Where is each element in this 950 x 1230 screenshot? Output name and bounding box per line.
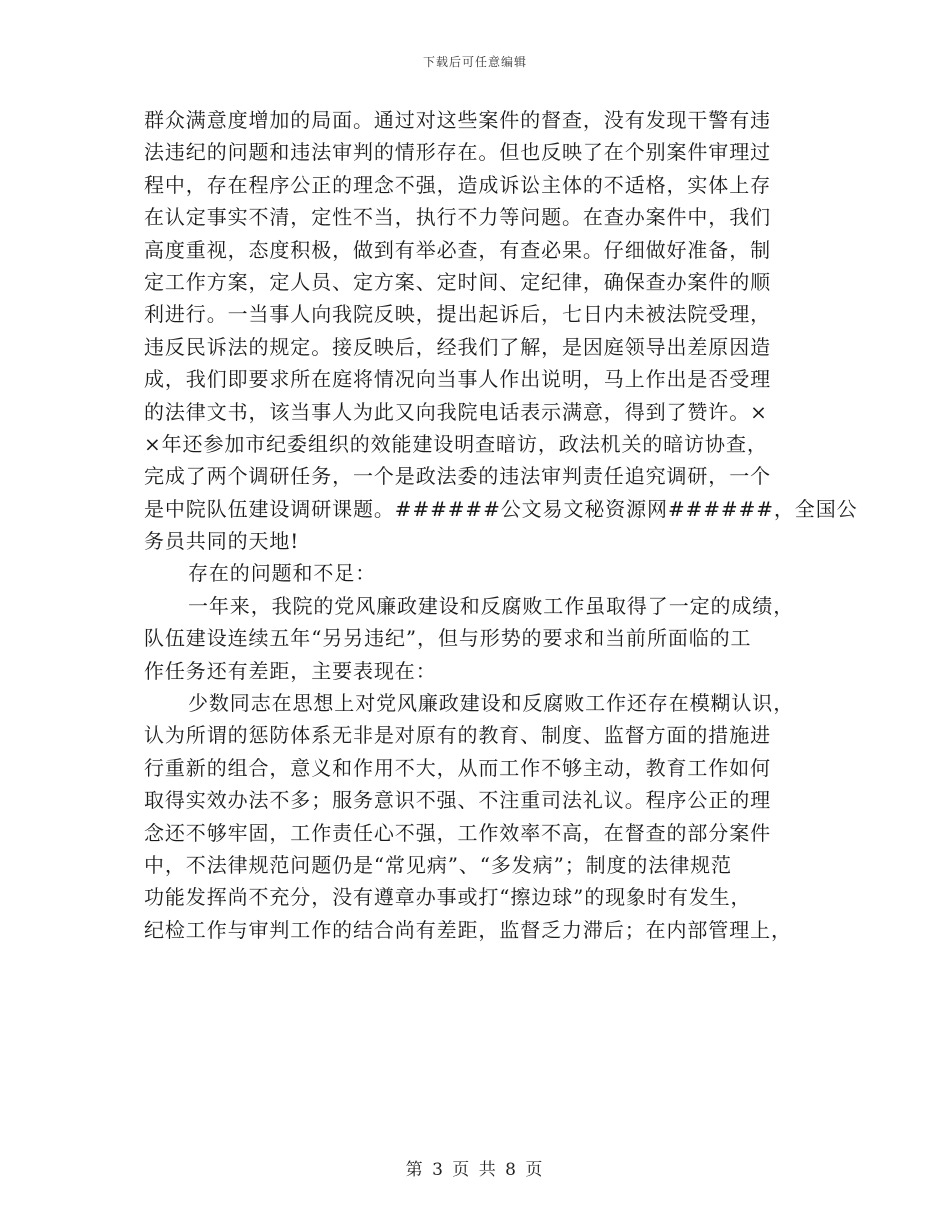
body-text <box>144 104 858 946</box>
text-line: 功能发挥尚不充分，没有遵章办事或打“擦边球”的现象时有发生， <box>144 885 752 910</box>
text-line: 违反民诉法的规定。接反映后，经我们了解，是因庭领导出差原因造 <box>144 334 771 359</box>
text-line: 在认定事实不清，定性不当，执行不力等问题。在查办案件中，我们 <box>144 205 771 230</box>
text-line: 少数同志在思想上对党风廉政建设和反腐败工作还存在模糊认识， <box>188 691 795 716</box>
section-heading: 存在的问题和不足： <box>188 561 377 586</box>
text-line: 的法律文书，该当事人为此又向我院电话表示满意，得到了赞许。× <box>144 399 768 424</box>
header-note: 下载后可任意编辑 <box>422 55 527 69</box>
text-line: 高度重视，态度积极，做到有举必查，有查必果。仔细做好准备，制 <box>144 237 771 262</box>
page-number: 第 3 页 共 8 页 <box>405 1160 545 1180</box>
text-line: 念还不够牢固，工作责任心不强，工作效率不高，在督查的部分案件 <box>144 820 771 845</box>
text-line: 群众满意度增加的局面。通过对这些案件的督查，没有发现干警有违 <box>144 108 771 132</box>
text-line: 完成了两个调研任务，一个是政法委的违法审判责任追究调研，一个 <box>144 464 771 489</box>
text-line: 一年来，我院的党风廉政建设和反腐败工作虽取得了一定的成绩， <box>188 593 795 618</box>
text-line: 定工作方案，定人员、定方案、定时间、定纪律，确保查办案件的顺 <box>144 269 771 294</box>
text-line: 务员共同的天地! <box>144 529 300 554</box>
text-line: 作任务还有差距，主要表现在： <box>144 658 437 683</box>
text-line: 法违纪的问题和违法审判的情形存在。但也反映了在个别案件审理过 <box>144 140 771 165</box>
text-line: 中，不法律规范问题仍是“常见病”、“多发病”；制度的法律规范 <box>144 852 732 877</box>
text-line: 纪检工作与审判工作的结合尚有差距，监督乏力滞后；在内部管理上， <box>144 917 792 942</box>
text-line: 成，我们即要求所在庭将情况向当事人作出说明，马上作出是否受理 <box>144 367 771 392</box>
text-line: 队伍建设连续五年“另另违纪”，但与形势的要求和当前所面临的工 <box>144 626 752 651</box>
text-line: 取得实效办法不多；服务意识不强、不注重司法礼议。程序公正的理 <box>144 788 771 813</box>
text-line: 行重新的组合，意义和作用不大，从而工作不够主动，教育工作如何 <box>144 755 771 780</box>
text-line: ×年还参加市纪委组织的效能建设明查暗访，政法机关的暗访协查， <box>144 431 768 456</box>
text-line: 认为所谓的惩防体系无非是对原有的教育、制度、监督方面的措施进 <box>144 723 771 748</box>
text-line: 是中院队伍建设调研课题。######公文易文秘资源网######，全国公 <box>144 496 858 521</box>
text-line: 程中，存在程序公正的理念不强，造成诉讼主体的不适格，实体上存 <box>144 172 771 197</box>
text-line: 利进行。一当事人向我院反映，提出起诉后，七日内未被法院受理， <box>144 302 771 327</box>
